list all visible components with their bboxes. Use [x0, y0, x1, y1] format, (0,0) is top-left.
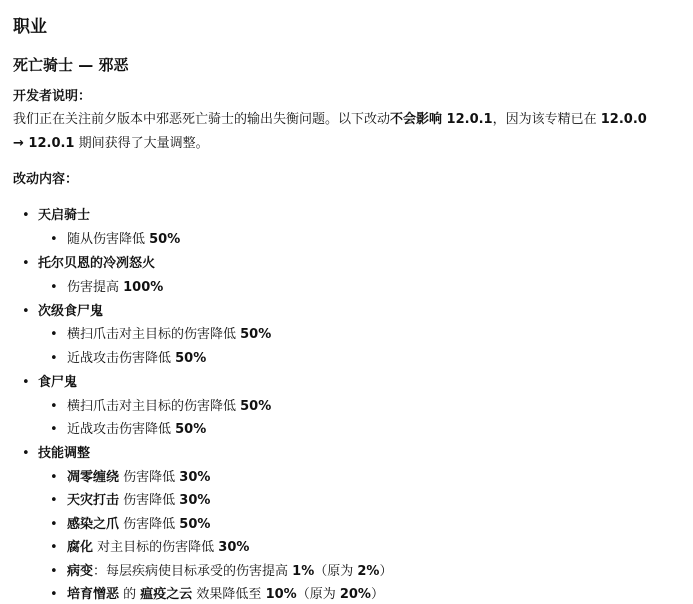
list-item — [67, 328, 271, 341]
item-text: 伤害降低 — [119, 517, 180, 532]
item-value: 50% — [240, 399, 272, 414]
item-value: 100% — [123, 280, 164, 295]
ability-name: 凋零缠绕 — [67, 470, 120, 485]
item-value: 50% — [175, 422, 207, 437]
bullet-dot: • — [50, 470, 58, 485]
item-text: 对主目标的伤害降低 — [93, 540, 219, 555]
bullet-dot: • — [22, 446, 30, 461]
item-text: ） — [370, 587, 384, 602]
bullet-circle: • — [50, 232, 58, 247]
item-value: 50% — [240, 327, 272, 342]
item-value: 50% — [175, 351, 207, 366]
list-item — [67, 565, 392, 578]
item-value: 30% — [179, 470, 211, 485]
ability-name: 培育憎恶 — [67, 587, 120, 602]
item-text: 效果降低至 — [192, 587, 266, 602]
item-value: 50% — [179, 517, 211, 532]
item-text: 随从伤害降低 — [67, 232, 150, 247]
dev-notes-line-1 — [13, 113, 647, 126]
group-title: 技能调整 — [38, 446, 91, 461]
ability-name: 瘟疫之云 — [140, 587, 193, 602]
item-value: 50% — [149, 232, 181, 247]
bullet-circle: • — [50, 327, 58, 342]
item-value: 20% — [339, 587, 371, 602]
group-title: 食尸鬼 — [38, 375, 78, 390]
ability-name: 病变 — [67, 564, 94, 579]
item-text: ） — [379, 564, 393, 579]
bullet-circle: • — [50, 280, 58, 295]
item-text: 横扫爪击对主目标的伤害降低 — [67, 399, 241, 414]
changes-heading: 改动内容： — [13, 172, 79, 187]
list-item — [67, 352, 206, 365]
dev-notes-text: 期间获得了大量调整。 — [74, 136, 209, 151]
item-text: 近战攻击伤害降低 — [67, 422, 176, 437]
bullet-dot: • — [22, 375, 30, 390]
item-text: 近战攻击伤害降低 — [67, 351, 176, 366]
bullet-dot: • — [50, 540, 58, 555]
spec-title: 死亡骑士 — 邪恶 — [13, 56, 129, 74]
list-item — [67, 518, 210, 531]
dev-notes-version: → 12.0.1 — [13, 136, 75, 151]
bullet-circle: • — [50, 399, 58, 414]
bullet-dot: • — [22, 304, 30, 319]
dev-notes-emphasis: 不会影响 12.0.1 — [390, 112, 493, 127]
bullet-dot: • — [50, 587, 58, 602]
list-item — [67, 588, 384, 601]
item-value: 10% — [265, 587, 297, 602]
list-item — [67, 400, 271, 413]
ability-name: 天灾打击 — [67, 493, 120, 508]
item-text: 横扫爪击对主目标的伤害降低 — [67, 327, 241, 342]
item-text: 的 — [119, 587, 141, 602]
dev-notes-text: ，因为该专精已在 — [492, 112, 597, 127]
bullet-dot: • — [22, 256, 30, 271]
dev-notes-heading: 开发者说明： — [13, 89, 92, 104]
dev-notes-version: 12.0.0 — [600, 112, 647, 127]
group-title: 托尔贝恩的冷冽怒火 — [38, 256, 156, 271]
list-item — [67, 471, 210, 484]
bullet-dot: • — [50, 517, 58, 532]
item-value: 30% — [218, 540, 250, 555]
list-item — [67, 423, 206, 436]
bullet-circle: • — [50, 351, 58, 366]
dev-notes-text: 我们正在关注前夕版本中邪恶死亡骑士的输出失衡问题。以下改动 — [13, 112, 391, 127]
item-value: 2% — [357, 564, 380, 579]
item-text: 伤害提高 — [67, 280, 124, 295]
bullet-dot: • — [22, 208, 30, 223]
item-text: （原为 — [314, 564, 358, 579]
list-item — [67, 541, 249, 554]
item-value: 30% — [179, 493, 211, 508]
list-item — [67, 281, 163, 294]
list-item — [67, 494, 210, 507]
bullet-dot: • — [50, 564, 58, 579]
bullet-dot: • — [50, 493, 58, 508]
item-text: 伤害降低 — [119, 470, 180, 485]
bullet-circle: • — [50, 422, 58, 437]
section-title: 职业 — [13, 17, 47, 37]
ability-name: 腐化 — [67, 540, 94, 555]
item-value: 1% — [292, 564, 315, 579]
group-title: 天启骑士 — [38, 208, 91, 223]
item-text: ：每层疾病使目标承受的伤害提高 — [93, 564, 293, 579]
item-text: （原为 — [296, 587, 340, 602]
list-item — [67, 233, 180, 246]
dev-notes-line-2 — [13, 137, 209, 150]
group-title: 次级食尸鬼 — [38, 304, 104, 319]
ability-name: 感染之爪 — [67, 517, 120, 532]
item-text: 伤害降低 — [119, 493, 180, 508]
